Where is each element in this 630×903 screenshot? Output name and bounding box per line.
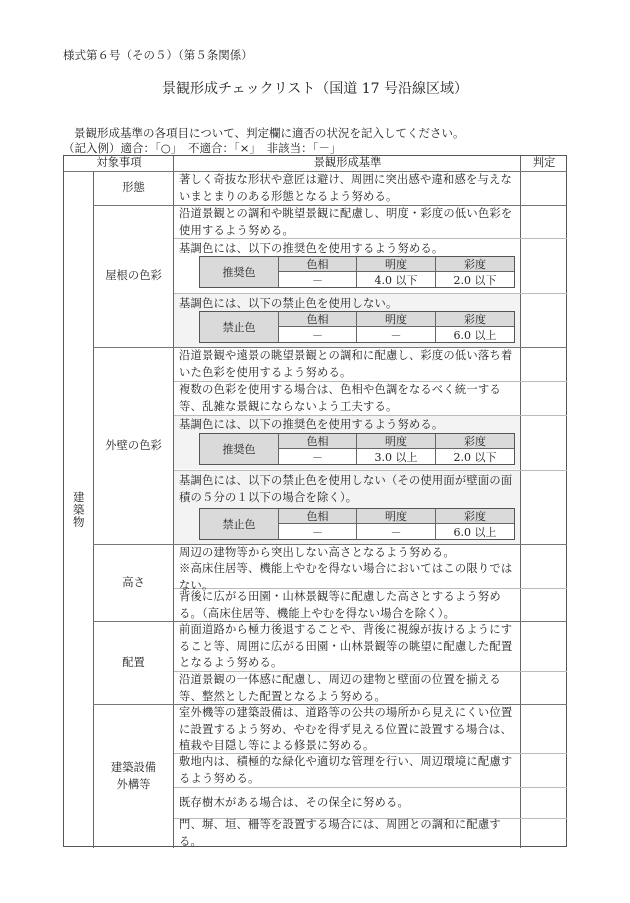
group-label-height: 高さ [122, 575, 145, 589]
criterion-text: 沿道景観の一体感に配慮し、周辺の建物と壁面の位置を揃える等、整然とした配置となるよう努める。 [179, 673, 501, 703]
criterion-text: 室外機等の建築設備は、道路等の公共の場所から見えにくい位置に設置するよう努め、やむを得ず見える位置に設置する場合は、植栽や目隠し等による修景に努める。 [179, 706, 513, 752]
color-table-value: － [279, 327, 357, 342]
color-table-label: 推奨色 [200, 434, 279, 464]
criterion-text: 複数の色彩を使用する場合は、色相や色調をなるべく統一する等、乱雑な景観にならないよう工夫する。 [179, 383, 501, 413]
color-table-header: 彩度 [436, 312, 514, 327]
group-label-equipment [94, 705, 173, 848]
judgement-cell[interactable] [521, 416, 567, 470]
color-table-header: 彩度 [436, 509, 514, 524]
color-table-value: 6.0 以上 [453, 328, 497, 342]
color-table-wall-prohibited [199, 508, 515, 540]
legend-text: （記入例）適合：「○」 不適合：「×」 非該当：「－」 [63, 141, 342, 155]
criterion-text: 著しく奇抜な形状や意匠は避け、周囲に突出感や違和感を与えないまとまりのある形態となるよう努める。 [179, 173, 512, 203]
judgement-cell[interactable] [521, 589, 567, 621]
criterion-text: 基調色には、以下の推奨色を使用するよう努める。 [179, 242, 444, 255]
color-table-header: 彩度 [436, 257, 514, 272]
color-table-label: 推奨色 [200, 257, 279, 287]
color-table-header: 色相 [279, 509, 357, 524]
judgement-cell[interactable] [521, 206, 567, 238]
color-table-value: － [357, 524, 436, 539]
group-label-line1: 建築設備 [110, 761, 157, 774]
color-table-label: 禁止色 [200, 312, 279, 342]
color-table-header: 明度 [357, 257, 436, 272]
judgement-cell[interactable] [521, 545, 567, 588]
criterion-text: 基調色には、以下の禁止色を使用しない。 [179, 297, 398, 310]
color-table-header: 色相 [279, 434, 357, 449]
color-table-header: 彩度 [436, 434, 514, 449]
checklist-table [63, 155, 567, 847]
criterion-text: 沿道景観や遠景の眺望景観との調和に配慮し、彩度の低い落ち着いた色彩を使用するよう努める。 [179, 349, 513, 379]
color-table-value: 4.0 以下 [357, 272, 436, 287]
group-label-wall-color: 外壁の色彩 [105, 438, 162, 452]
instruction-text: 景観形成基準の各項目について、判定欄に適否の状況を記入してください。 [74, 126, 465, 140]
group-label-layout: 配置 [122, 655, 145, 669]
header-judgement: 判定 [532, 156, 556, 170]
judgement-cell[interactable] [521, 788, 567, 818]
document-title: 景観形成チェックリスト（国道 17 号沿線区域） [161, 81, 468, 97]
color-table-roof-prohibited [199, 311, 515, 343]
judgement-cell[interactable] [521, 672, 567, 704]
criterion-text: 沿道景観との調和や眺望景観に配慮し、明度・彩度の低い色彩を使用するよう努める。 [179, 207, 513, 237]
color-table-header: 色相 [279, 312, 357, 327]
group-label-roof-color: 屋根の色彩 [105, 269, 162, 283]
group-label-form: 形態 [122, 181, 145, 195]
judgement-cell[interactable] [521, 172, 567, 205]
judgement-cell[interactable] [521, 471, 567, 544]
color-table-value: 2.0 以下 [453, 450, 497, 464]
judgement-cell[interactable] [521, 294, 567, 347]
color-table-header: 明度 [357, 312, 436, 327]
color-table-value: － [279, 524, 357, 539]
category-label: 建築物 [71, 491, 86, 529]
criterion-text: 基調色には、以下の禁止色を使用しない（その使用面が壁面の面積の５分の１以下の場合を除く）。 [179, 474, 513, 504]
color-table-value: － [279, 272, 357, 287]
color-table-value: 3.0 以上 [357, 449, 436, 464]
criterion-text: 前面道路から極力後退することや、背後に視線が抜けるようにすること等、周囲に広がる田園・山林景観等の眺望に配慮した配置となるよう努める。 [179, 623, 513, 669]
criterion-text: 既存樹木がある場合は、その保全に努める。 [179, 795, 409, 809]
header-subject: 対象事項 [96, 156, 142, 170]
color-table-value: － [279, 449, 357, 464]
criterion-note: ※高床住居等、機能上やむを得ない場合においてはこの限りではない。 [179, 562, 513, 592]
color-table-wall-recommended [199, 433, 515, 465]
color-table-header: 明度 [357, 434, 436, 449]
color-table-value: － [357, 327, 436, 342]
color-table-value: 2.0 以下 [453, 273, 497, 287]
judgement-cell[interactable] [521, 382, 567, 415]
judgement-cell[interactable] [521, 348, 567, 381]
criterion-text: 基調色には、以下の推奨色を使用するよう努める。 [179, 418, 444, 431]
judgement-cell[interactable] [521, 819, 567, 848]
judgement-cell[interactable] [521, 622, 567, 671]
judgement-cell[interactable] [521, 239, 567, 293]
color-table-label: 禁止色 [200, 509, 279, 539]
criterion-text: 周辺の建物等から突出しない高さとなるよう努める。 [179, 546, 455, 559]
color-table-header: 色相 [279, 257, 357, 272]
color-table-value: 6.0 以上 [453, 525, 497, 539]
judgement-cell[interactable] [521, 754, 567, 787]
category-building [64, 172, 93, 848]
color-table-header: 明度 [357, 509, 436, 524]
form-number: 様式第６号（その５）（第５条関係） [63, 48, 253, 62]
color-table-roof-recommended [199, 256, 515, 288]
criterion-text: 敷地内は、積極的な緑化や適切な管理を行い、周辺環境に配慮するよう努める。 [179, 755, 513, 785]
criterion-text: 門、塀、垣、柵等を設置する場合には、周囲との調和に配慮する。 [179, 818, 501, 848]
header-criteria: 景観形成基準 [313, 156, 382, 170]
group-label-line2: 外構等 [116, 777, 151, 791]
judgement-cell[interactable] [521, 705, 567, 753]
criterion-text: 背後に広がる田園・山林景観等に配慮した高さとするよう努める。（高床住居等、機能上やむを得ない場合を除く）。 [179, 590, 501, 620]
